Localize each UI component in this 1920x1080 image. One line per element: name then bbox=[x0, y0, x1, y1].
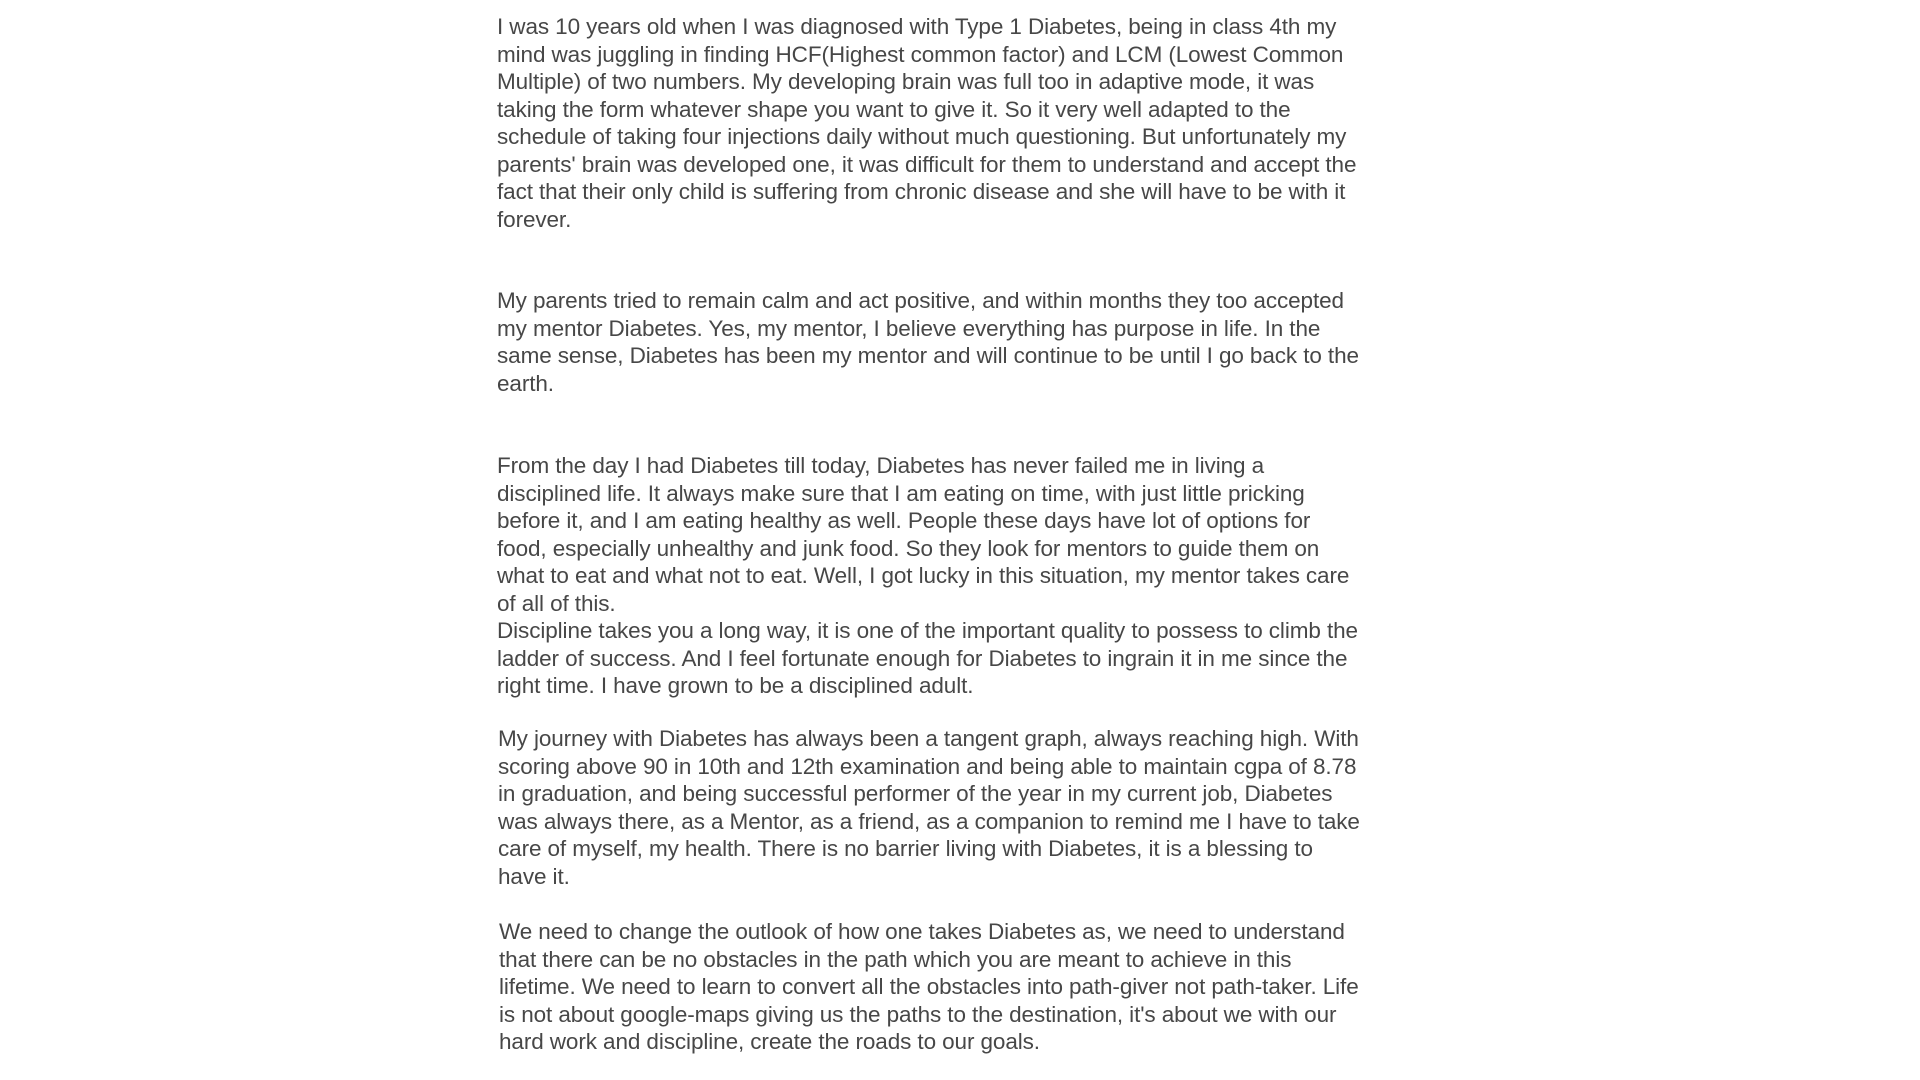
text-line: was always there, as a Mentor, as a friend, as a companion to remind me I have to take bbox=[498, 808, 1360, 834]
text-line: same sense, Diabetes has been my mentor and will continue to be until I go back to the bbox=[497, 343, 1359, 368]
text-line: in graduation, and being successful performer of the year in my current job, Diabetes bbox=[498, 781, 1333, 806]
text-line: schedule of taking four injections daily without much questioning. But unfortunately my bbox=[497, 124, 1347, 149]
text-line: before it, and I am eating healthy as well. People these days have lot of options for bbox=[497, 508, 1311, 533]
paragraph-parents bbox=[497, 287, 1359, 397]
text-line: care of myself, my health. There is no barrier living with Diabetes, it is a blessing to bbox=[498, 836, 1313, 861]
text-line: have it. bbox=[498, 863, 570, 889]
text-line: earth. bbox=[497, 370, 554, 396]
text-line: fact that their only child is suffering from chronic disease and she will have to be with it bbox=[497, 179, 1346, 204]
text-line: my mentor Diabetes. Yes, my mentor, I believe everything has purpose in life. In the bbox=[497, 315, 1321, 341]
text-line: Discipline takes you a long way, it is one of the important quality to possess to climb the bbox=[497, 618, 1358, 643]
paragraph-discipline bbox=[497, 452, 1358, 700]
text-line: right time. I have grown to be a disciplined adult. bbox=[497, 673, 974, 698]
text-line: My parents tried to remain calm and act positive, and within months they too accepted bbox=[497, 288, 1344, 313]
text-line: I was 10 years old when I was diagnosed with Type 1 Diabetes, being in class 4th my bbox=[497, 14, 1337, 39]
text-line: disciplined life. It always make sure that I am eating on time, with just little pricking bbox=[497, 480, 1305, 506]
text-line: lifetime. We need to learn to convert all the obstacles into path-giver not path-taker. Life bbox=[499, 974, 1359, 999]
text-line: forever. bbox=[497, 206, 572, 232]
text-line: From the day I had Diabetes till today, Diabetes has never failed me in living a bbox=[497, 453, 1264, 478]
text-line: We need to change the outlook of how one takes Diabetes as, we need to understand bbox=[499, 919, 1345, 944]
text-line: is not about google-maps giving us the paths to the destination, it's about we with our bbox=[499, 1001, 1337, 1027]
text-line: of all of this. bbox=[497, 590, 616, 616]
text-line: hard work and discipline, create the roads to our goals. bbox=[499, 1029, 1040, 1054]
text-line: what to eat and what not to eat. Well, I got lucky in this situation, my mentor takes care bbox=[497, 563, 1350, 588]
text-line: scoring above 90 in 10th and 12th examination and being able to maintain cgpa of 8.78 bbox=[498, 753, 1357, 779]
text-line: that there can be no obstacles in the path which you are meant to achieve in this bbox=[499, 946, 1292, 972]
paragraph-outlook bbox=[499, 918, 1359, 1056]
text-line: ladder of success. And I feel fortunate enough for Diabetes to ingrain it in me since the bbox=[497, 645, 1348, 671]
text-line: My journey with Diabetes has always been a tangent graph, always reaching high. With bbox=[498, 726, 1359, 751]
paragraph-journey bbox=[498, 725, 1360, 890]
text-line: Multiple) of two numbers. My developing brain was full too in adaptive mode, it was bbox=[497, 69, 1315, 94]
text-line: parents' brain was developed one, it was difficult for them to understand and accept the bbox=[497, 151, 1357, 177]
text-line: mind was juggling in finding HCF(Highest common factor) and LCM (Lowest Common bbox=[497, 41, 1344, 67]
text-line: taking the form whatever shape you want to give it. So it very well adapted to the bbox=[497, 96, 1291, 122]
text-line: food, especially unhealthy and junk food. So they look for mentors to guide them on bbox=[497, 535, 1320, 561]
paragraph-diagnosis bbox=[497, 13, 1356, 233]
